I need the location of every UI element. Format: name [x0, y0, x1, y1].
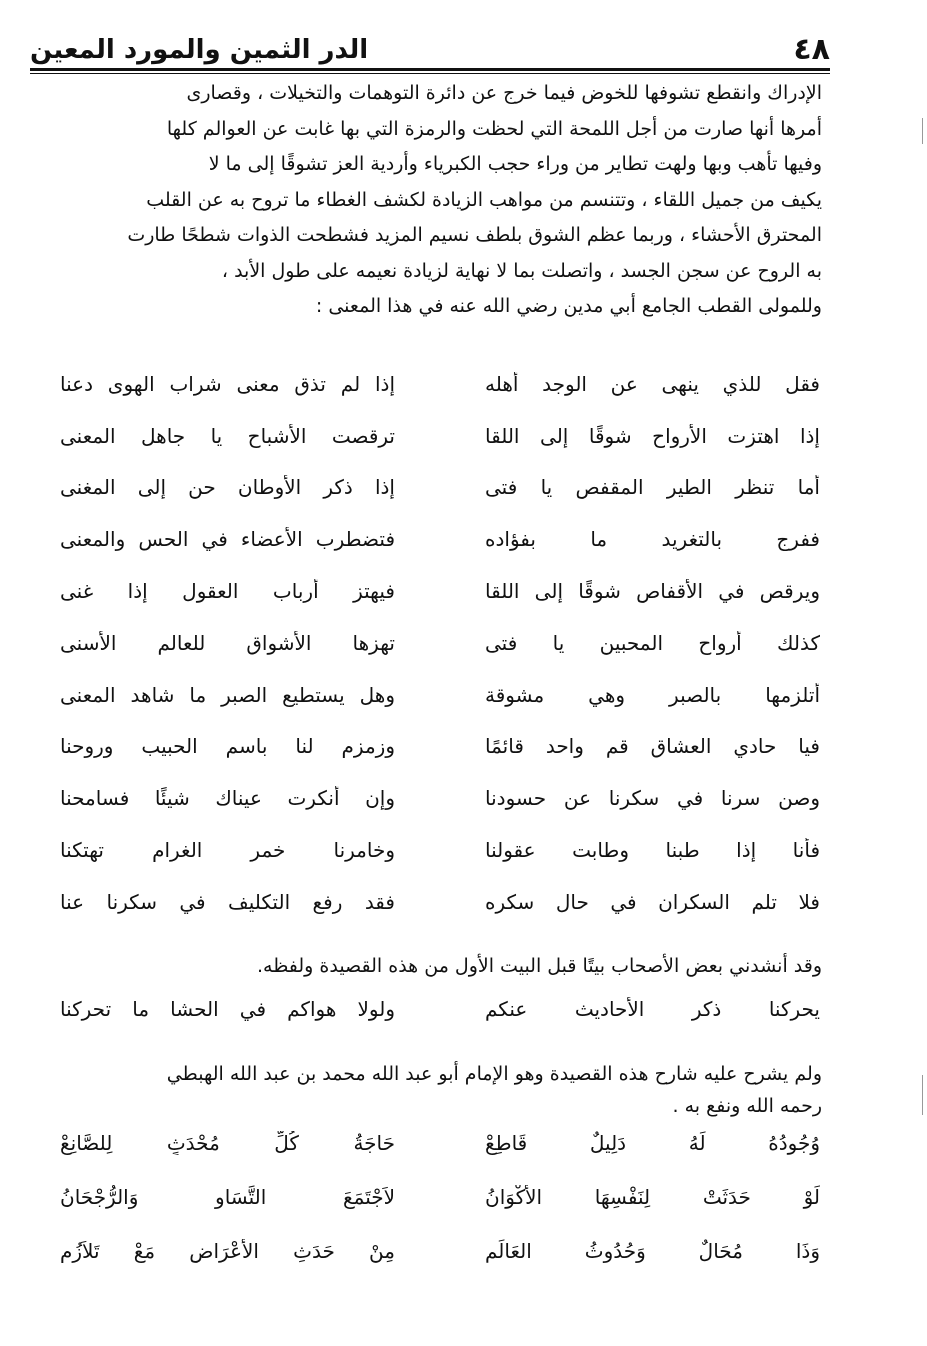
verse-second-hemistich: إذا لم تذق معنى شراب الهوى دعنا — [60, 371, 395, 396]
text-line: المحترق الأحشاء ، وربما عظم الشوق بلطف نسيم المزيد فشطحت الذوات شطحًا طارت — [127, 224, 822, 246]
verse-first-hemistich: أتلزمها بالصبر وهي مشوقة — [485, 682, 820, 707]
page-number: ٤٨ — [793, 32, 830, 67]
verse — [60, 983, 820, 1035]
scan-edge-mark — [922, 1075, 923, 1115]
verse-first-hemistich: فلا تلم السكران في حال سكره — [485, 889, 820, 914]
text-line: يكيف من جميل اللقاء ، وتتنسم من مواهب الزيادة لكشف الغطاء ما تروح به عن القلب — [146, 188, 822, 211]
verse-second-hemistich: وخامرنا خمر الغرام تهتكنا — [60, 838, 395, 863]
verse-second-hemistich: ولولا هواكم في الحشا ما تحركنا — [60, 996, 395, 1021]
verse-first-hemistich: لَوْ حَدَثَتْ لِنَفْسِهَا الأَكْوَانُ — [485, 1185, 820, 1209]
verse-first-hemistich: يحركنا ذكر الأحاديث عنكم — [485, 996, 820, 1021]
verse-first-hemistich: إذا اهتزت الأرواح شوقًا إلى اللقا — [485, 423, 820, 448]
verse-second-hemistich: فقد رفع التكليف في سكرنا عنا — [60, 889, 395, 914]
verse-first-hemistich: فيا حادي العشاق قم واحد قائمًا — [485, 734, 820, 759]
text-line: وللمولى القطب الجامع أبي مدين رضي الله عنه في هذا المعنى : — [315, 295, 822, 317]
verse-first-hemistich: فأنا إذا طبنا وطابت عقولنا — [485, 838, 820, 863]
verse-second-hemistich: لاَجْتَمَعَ التَّسَاوِ وَالرُّجْحَانُ — [60, 1185, 395, 1209]
verse-second-hemistich: ترقصت الأشباح يا جاهل المعنى — [60, 423, 395, 448]
verse — [60, 772, 820, 824]
verse — [60, 410, 820, 462]
verse — [60, 1170, 820, 1224]
header-divider — [30, 68, 830, 74]
verse — [60, 1224, 820, 1278]
text-line: الإدراك وانقطع تشوفها للخوض فيما خرج عن دائرة التوهمات والتخيلات ، وقصارى — [186, 82, 822, 104]
text-line: وقد أنشدني بعض الأصحاب بيتًا قبل البيت الأول من هذه القصيدة ولفظه. — [256, 955, 822, 977]
verse-second-hemistich: وإن أنكرت عيناك شيئًا فسامحنا — [60, 786, 395, 811]
verse — [60, 358, 820, 410]
verse — [60, 669, 820, 721]
poem-abu-madyan — [60, 358, 820, 928]
verse-second-hemistich: وزمزم لنا باسم الحبيب وروحنا — [60, 734, 395, 759]
poem-vocalized — [60, 1116, 820, 1278]
verse — [60, 824, 820, 876]
verse-first-hemistich: فقل للذي ينهى عن الوجد أهله — [485, 371, 820, 396]
text-line: به الروح عن سجن الجسد ، واتصلت بما لا نهاية لزيادة نعيمه على طول الأبد ، — [221, 259, 822, 282]
running-title: الدر الثمين والمورد المعين — [30, 35, 369, 65]
verse-second-hemistich: فيهتز أرباب العقول إذا غنى — [60, 579, 395, 604]
text-line: رحمه الله ونفع به . — [672, 1095, 822, 1117]
verse-second-hemistich: إذا ذكر الأوطان حن إلى المغنى — [60, 475, 395, 500]
page-header — [30, 30, 830, 70]
verse-first-hemistich: ففرج بالتغريد ما بفؤاده — [485, 527, 820, 552]
verse-first-hemistich: وصن سرنا في سكرنا عن حسودنا — [485, 786, 820, 811]
text-line: أمرها أنها صارت من أجل اللمحة التي لحظت والرمزة التي بها غابت عن العوالم كلها — [166, 117, 822, 140]
verse — [60, 721, 820, 773]
verse-second-hemistich: مِنْ حَدَثِ الأَعْرَاضِ مَعْ تَلاَزُمِ — [60, 1239, 395, 1263]
verse — [60, 513, 820, 565]
verse-second-hemistich: فتضطرب الأعضاء في الحس والمعنى — [60, 527, 395, 552]
verse-first-hemistich: كذلك أرواح المحبين يا فتى — [485, 630, 820, 655]
verse — [60, 1116, 820, 1170]
verse-second-hemistich: حَاجَةُ كُلِّ مُحْدَثٍ لِلصَّانِعْ — [60, 1131, 395, 1155]
paragraph-commentary-note — [58, 1058, 822, 1122]
verse-first-hemistich: أما تنظر الطير المقفص يا فتى — [485, 475, 820, 500]
verse-first-hemistich: وَذَا مُحَالٌ وَحُدُوثُ العَالَمِ — [485, 1239, 820, 1263]
verse-second-hemistich: وهل يستطيع الصبر ما شاهد المعنى — [60, 682, 395, 707]
verse — [60, 462, 820, 514]
verse-first-hemistich: وُجُودُهُ لَهُ دَلِيلٌ قَاطِعْ — [485, 1131, 820, 1155]
verse — [60, 565, 820, 617]
text-line: وفيها تأهب وبها ولهت تطاير من وراء حجب الكبرياء وأردية العز تشوقًا إلى ما لا — [208, 153, 822, 175]
text-line: ولم يشرح عليه شارح هذه القصيدة وهو الإمام أبو عبد الله محمد بن عبد الله الهبطي — [166, 1063, 822, 1085]
poem-added-verse — [60, 983, 820, 1035]
verse-first-hemistich: ويرقص في الأقفاص شوقًا إلى اللقا — [485, 579, 820, 604]
paragraph-added-verse-note — [58, 950, 822, 982]
verse — [60, 617, 820, 669]
scan-edge-mark — [922, 118, 923, 144]
paragraph-intro — [58, 76, 822, 325]
verse — [60, 876, 820, 928]
verse-second-hemistich: تهزها الأشواق للعالم الأسنى — [60, 630, 395, 655]
